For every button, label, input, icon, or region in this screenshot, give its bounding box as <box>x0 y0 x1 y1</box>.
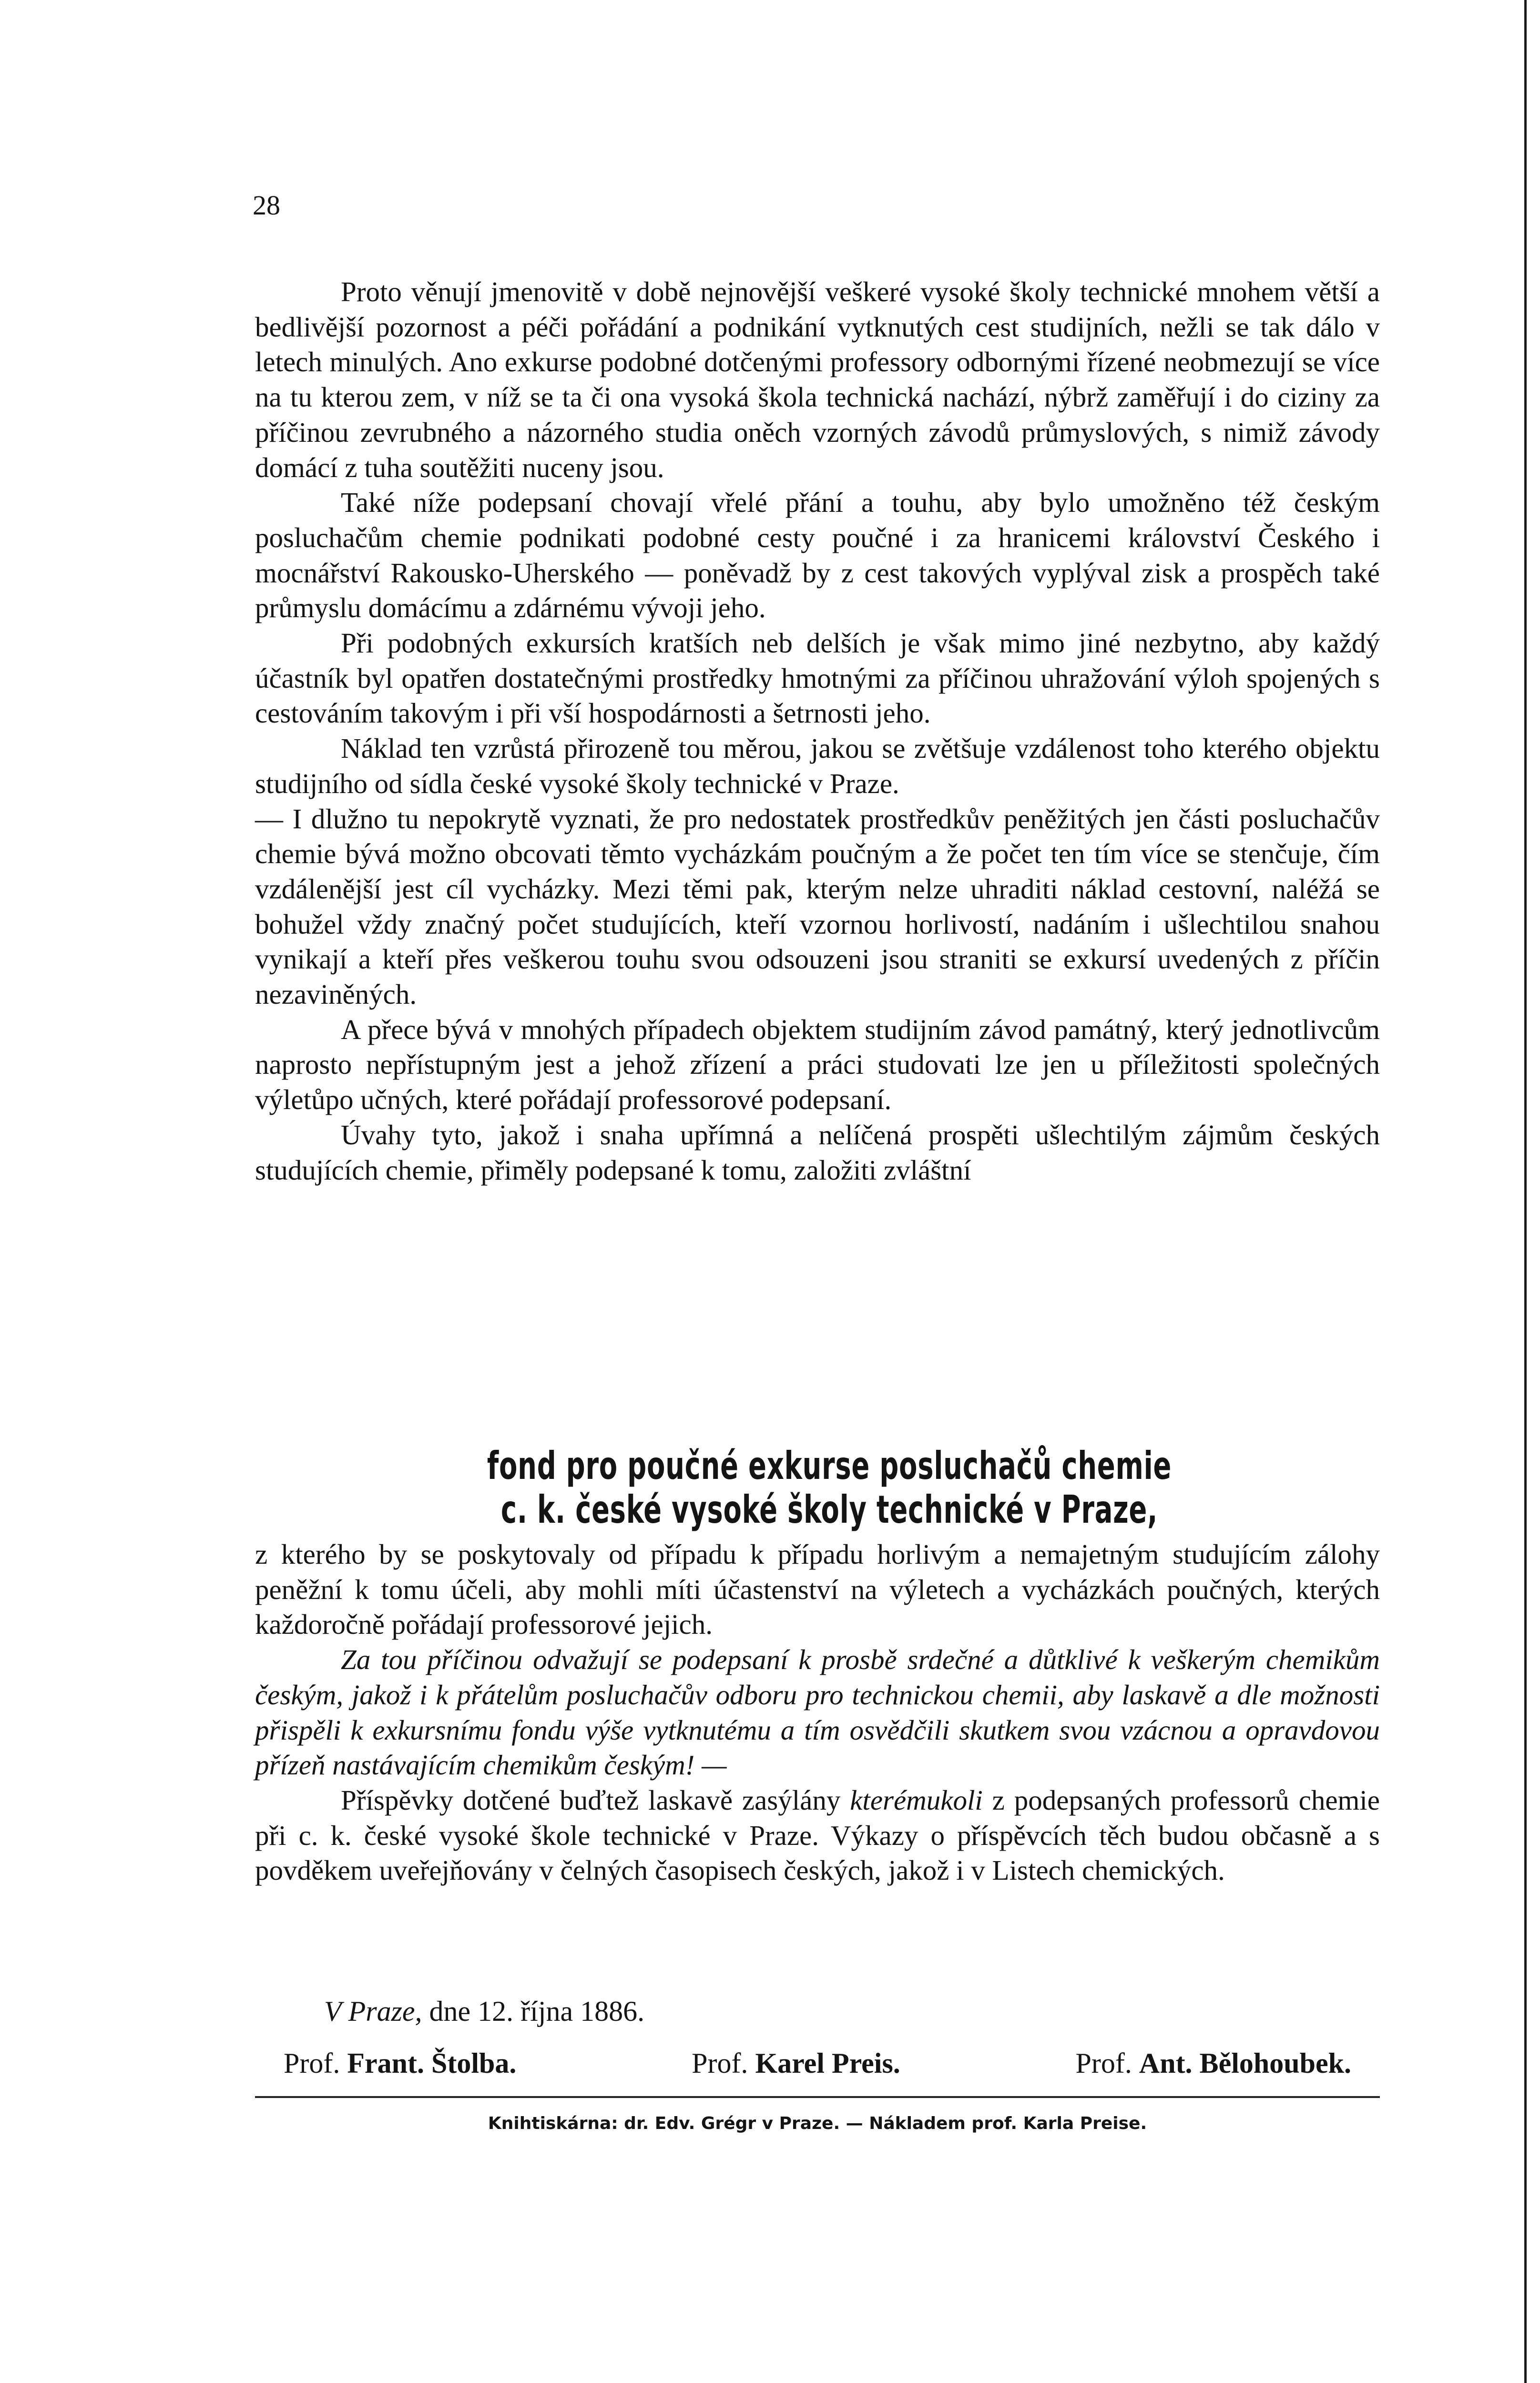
page-number: 28 <box>253 190 280 221</box>
signatures <box>284 2046 1351 2081</box>
paragraph-1: Proto věnují jmenovitě v době nejnovější veškeré vysoké školy technické mnohem větší a bedlivější pozornost a péči pořádání a podnikání vytknutých cest studijních, nežli se tak dálo v letech minulých. Ano exkurse podobné dotčenými professory odbornými řízené neobmezují se více na tu kterou zem, v níž se ta či ona vysoká škola technická nachází, nýbrž zaměřují i do ciziny za příčinou zevrubného a názorného studia oněch vzorných závodů průmyslových, s nimiž závody domácí z tuha soutěžiti nuceny jsou. <box>255 276 1380 483</box>
paragraph-5: — I dlužno tu nepokrytě vyznati, že pro nedostatek prostředkův peněžitých jen části posluchačův chemie bývá možno obcovati těmto vycházkám poučným a že počet ten tím více se stenčuje, čím vzdálenější jest cíl vycházky. Mezi těmi pak, kterým nelze uhraditi náklad cestovní, naléžá se bohužel vždy značný počet studujících, kteří vzornou horlivostí, nadáním i ušlechtilou snahou vynikají a kteří přes veškerou touhu svou odsouzeni jsou straniti se exkursí uvedených z příčin nezaviněných. <box>255 803 1380 1010</box>
paragraph-7: Úvahy tyto, jakož i snaha upřímná a nelíčená prospěti ušlechtilým zájmům českých studujících chemie, přiměly podepsané k tomu, založiti zvláštní <box>255 1119 1380 1186</box>
paragraph-contributions <box>255 1783 1380 1888</box>
paragraph-4: Náklad ten vzrůstá přirozeně tou měrou, jakou se zvětšuje vzdálenost toho kterého objektu studijního od sídla české vysoké školy technické v Praze. <box>255 733 1380 799</box>
contributions-text-before: Příspěvky dotčené buďtež laskavě zasýlány <box>341 1784 850 1816</box>
signature-prefix: Prof. <box>692 2047 755 2079</box>
signature-belohoubek <box>1076 2046 1351 2081</box>
printer-imprint: Knihtiskárna: dr. Edv. Grégr v Praze. — Nákladem prof. Karla Preise. <box>488 2114 1147 2133</box>
main-text <box>255 275 1380 1188</box>
main-text-continued <box>255 1537 1380 1888</box>
paragraph-6: A přece bývá v mnohých případech objektem studijním závod památný, který jednotlivcům naprosto nepřístupným jest a jehož zřízení a práci studovati lze jen u příležitosti společných výletůpo učných, které pořádají professorové podepsaní. <box>255 1013 1380 1116</box>
paragraph-3: Při podobných exkursích kratších neb delších je však mimo jiné nezbytno, aby každý účastník byl opatřen dostatečnými prostředky hmotnými za příčinou uhražování výloh spojených s cestováním takovým i při vší hospodárnosti a šetrnosti jeho. <box>255 627 1380 729</box>
paragraph-fund-purpose: z kterého by se poskytovaly od případu k případu horlivým a nemajetným studujícím zálohy peněžní k tomu účeli, aby mohli míti účastenství na výletech a vycházkách poučných, kterých každoročně pořádají professorové jejich. <box>255 1538 1380 1640</box>
date-text: dne 12. října 1886. <box>422 1996 645 2027</box>
paragraph-2: Také níže podepsaní chovají vřelé přání a touhu, aby bylo umožněno též českým posluchačům chemie podnikati podobné cesty poučné i za hranicemi království Českého i mocnářství Rakousko-Uherského — poněvadž by z cest takových vyplýval zisk a prospěch také průmyslu domácímu a zdárnému vývoji jeho. <box>255 487 1380 624</box>
signature-prefix: Prof. <box>284 2047 347 2079</box>
scan-edge-line <box>1524 0 1527 2383</box>
date-place: V Praze, <box>324 1996 422 2027</box>
date-line <box>324 1994 644 2029</box>
signature-name: Karel Preis. <box>755 2047 900 2079</box>
signature-name: Frant. Štolba. <box>347 2047 517 2079</box>
signature-preis <box>692 2046 900 2081</box>
fund-title: fond pro poučné exkurse posluchačů chemie c. k. české vysoké školy technické v Praze, <box>487 1444 1172 1532</box>
signature-name: Ant. Bělohoubek. <box>1139 2047 1351 2079</box>
footer-rule <box>255 2096 1380 2098</box>
signature-prefix: Prof. <box>1075 2047 1139 2079</box>
contributions-text-after: z podepsaných professorů chemie při c. k. české vysoké škole technické v Praze. Výkazy o příspěvcích těch budou občasně a s povděkem uveřejňovány v čelných časopisech českých, jakož i v Listech chemických. <box>255 1784 1380 1886</box>
signature-stolba <box>284 2046 516 2081</box>
paragraph-appeal: Za tou příčinou odvažují se podepsaní k prosbě srdečné a důtklivé k veškerým chemikům českým, jakož i k přátelům posluchačův odboru pro technickou chemii, aby laskavě a dle možnosti přispěli k exkursnímu fondu výše vytknutému a tím osvědčili skutkem svou vzácnou a opravdovou přízeň nastávajícím chemikům českým! — <box>255 1644 1380 1781</box>
contributions-italic-word: kterémukoli <box>850 1784 983 1816</box>
